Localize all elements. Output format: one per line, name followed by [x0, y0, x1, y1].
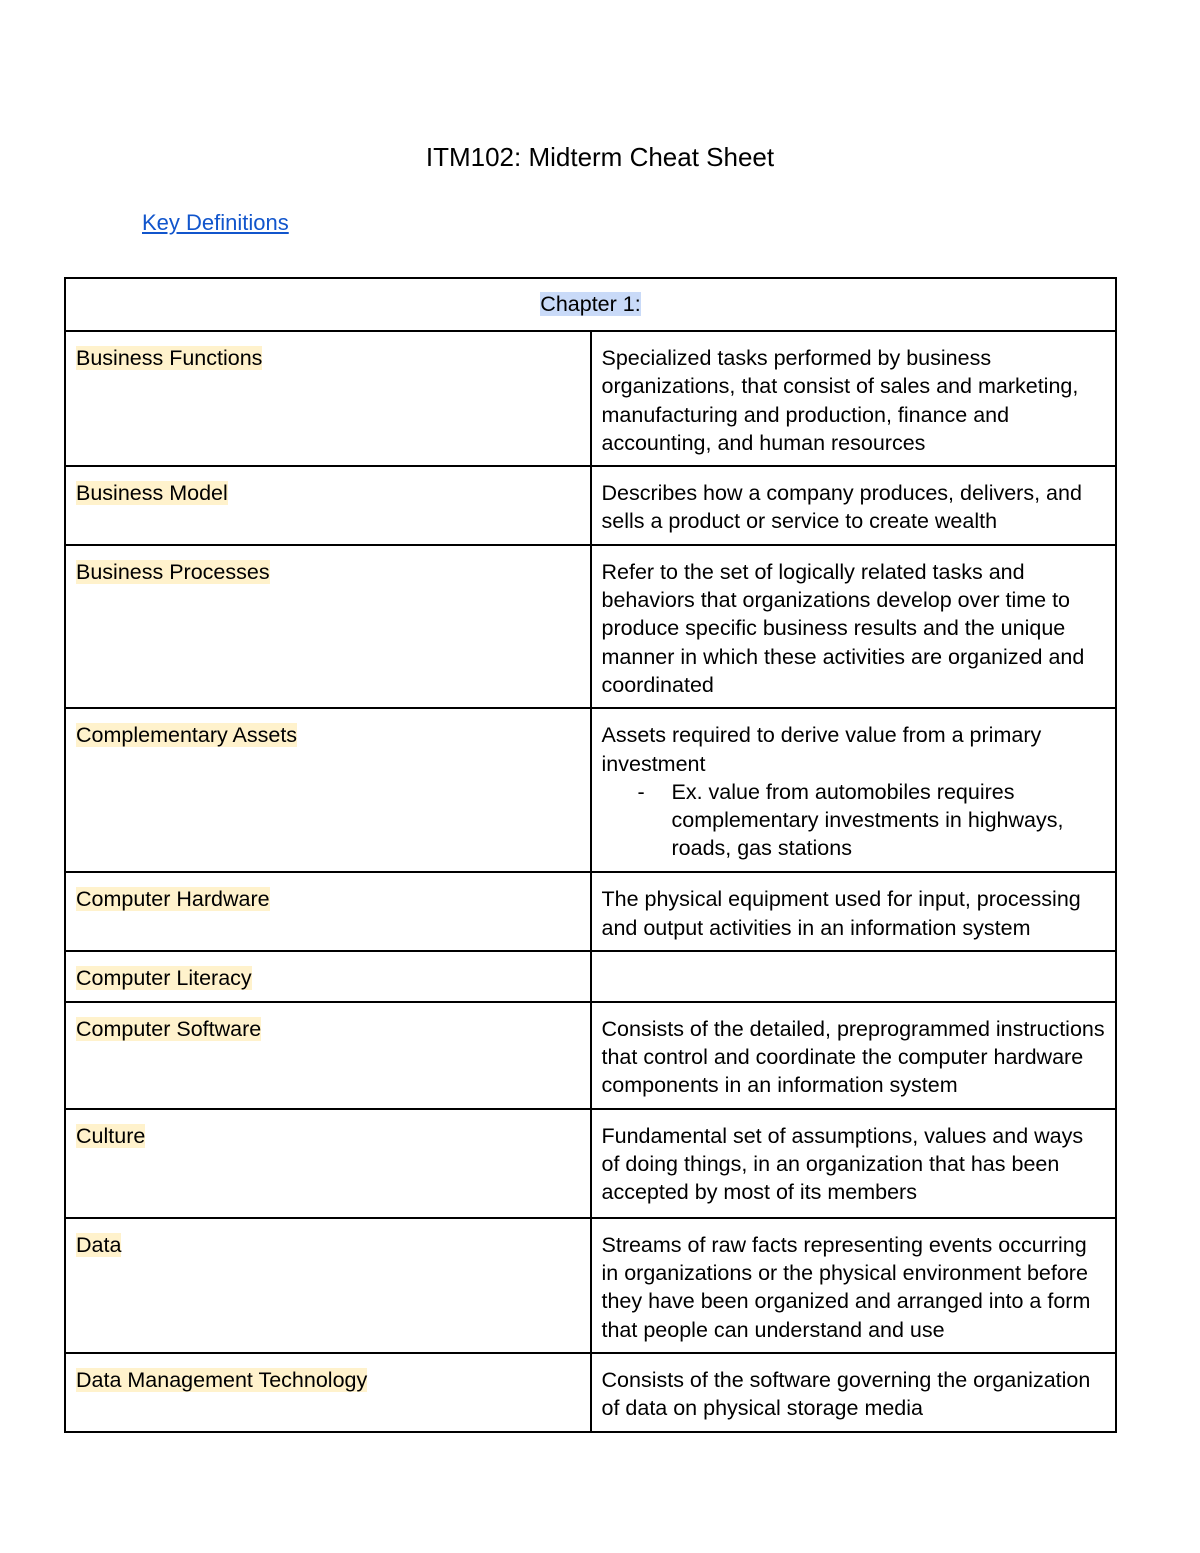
- table-header-row: [65, 278, 1116, 331]
- definition: Fundamental set of assumptions, values and ways of doing things, in an organization that has been accepted by most of its members: [601, 1123, 1084, 1205]
- term-cell: [65, 951, 591, 1002]
- definition: Specialized tasks performed by business organizations, that consist of sales and marketing, manufacturing and production, finance and accounting, and human resources: [601, 346, 1079, 455]
- term-cell: [65, 708, 591, 872]
- table-row: [65, 708, 1116, 872]
- table-row: [65, 1218, 1116, 1353]
- definition: Refer to the set of logically related tasks and behaviors that organizations develop over time to produce specific business results and the unique manner in which these activities are organized and coordinated: [601, 559, 1085, 697]
- definition: Assets required to derive value from a primary investment: [601, 723, 1042, 776]
- table-row: [65, 1109, 1116, 1218]
- term: Business Model: [76, 481, 228, 506]
- definition: Consists of the software governing the organization of data on physical storage media: [601, 1367, 1091, 1421]
- term-cell: [65, 331, 591, 466]
- table-row: [65, 872, 1116, 951]
- example-list: [602, 778, 1106, 863]
- definition-cell: [591, 1353, 1117, 1432]
- term-cell: [65, 1218, 591, 1353]
- document-title: ITM102: Midterm Cheat Sheet: [425, 142, 775, 172]
- definition-cell: [591, 466, 1117, 545]
- term: Business Processes: [76, 559, 270, 584]
- term-cell: [65, 1109, 591, 1218]
- definition-cell: [591, 1109, 1117, 1218]
- definition-cell: [591, 708, 1117, 872]
- term: Business Functions: [76, 346, 263, 370]
- term-cell: [65, 1002, 591, 1109]
- definition-cell: [591, 872, 1117, 951]
- definitions-table: [64, 277, 1117, 1433]
- definition-cell: [591, 1218, 1117, 1353]
- table-row: [65, 331, 1116, 466]
- term: Computer Literacy: [76, 965, 252, 990]
- example-item: - Ex. value from automobiles requires complementary investments in highways, roads, gas stations: [672, 778, 1106, 863]
- definition: The physical equipment used for input, processing and output activities in an information system: [601, 887, 1081, 940]
- term: Data Management Technology: [76, 1367, 368, 1392]
- term: Culture: [76, 1123, 146, 1148]
- term: Data: [76, 1232, 122, 1257]
- key-definitions-link[interactable]: Key Definitions: [142, 210, 289, 235]
- term: Computer Hardware: [76, 887, 270, 912]
- definition: Streams of raw facts representing events occurring in organizations or the physical environment before they have been organized and arranged into a form that people can understand and use: [601, 1232, 1091, 1342]
- table-row: [65, 951, 1116, 1002]
- definition: Consists of the detailed, preprogrammed instructions that control and coordinate the computer hardware components in an information system: [601, 1016, 1105, 1098]
- definition-cell: [591, 1002, 1117, 1109]
- term: Computer Software: [76, 1016, 262, 1041]
- term-cell: [65, 545, 591, 708]
- definition-cell: [591, 545, 1117, 708]
- table-row: [65, 1353, 1116, 1432]
- term-cell: [65, 466, 591, 545]
- table-row: [65, 545, 1116, 708]
- chapter-header: Chapter 1:: [65, 278, 1116, 331]
- table-row: [65, 466, 1116, 545]
- term-cell: [65, 1353, 591, 1432]
- term-cell: [65, 872, 591, 951]
- definition: Describes how a company produces, delivers, and sells a product or service to create wealth: [601, 481, 1082, 534]
- table-row: [65, 1002, 1116, 1109]
- definition-cell: [591, 331, 1117, 466]
- term: Complementary Assets: [76, 723, 298, 748]
- definition-cell: [591, 951, 1117, 1002]
